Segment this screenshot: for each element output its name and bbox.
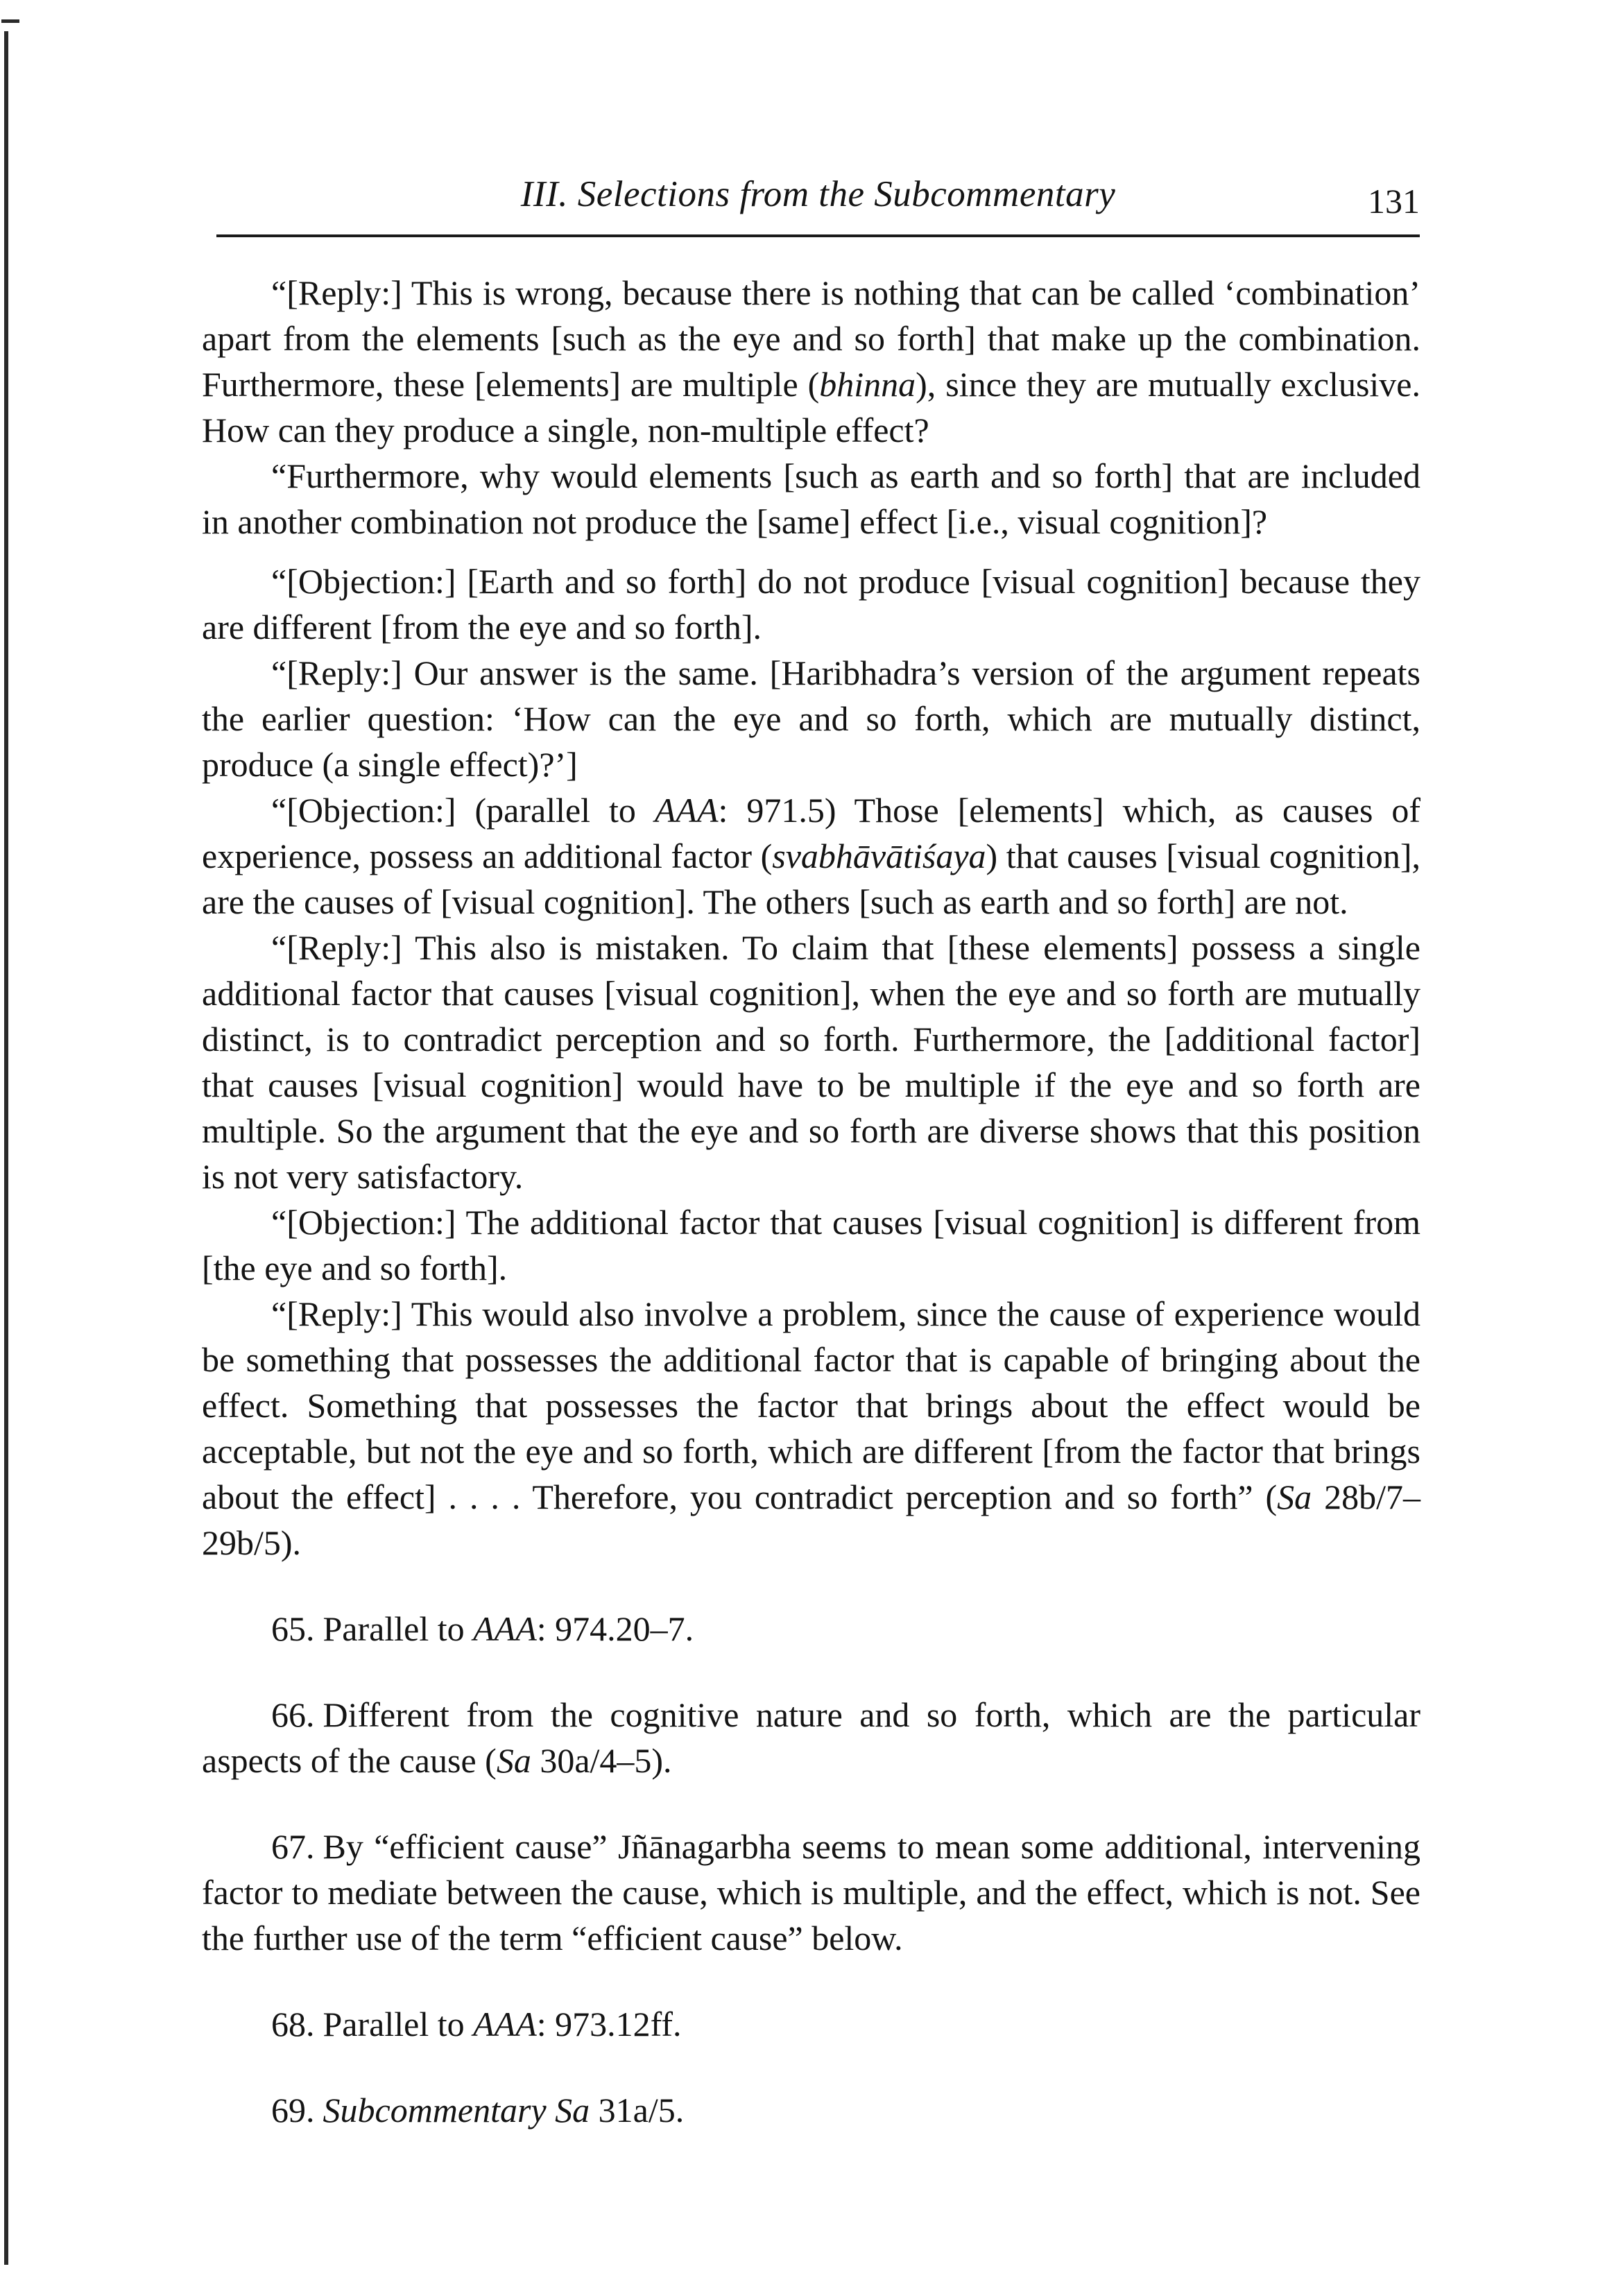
running-title: III. Selections from the Subcommentary xyxy=(520,174,1116,214)
paragraph-text: “[Objection:] The additional factor that causes [visual cognition] is different from [the eye and so forth]. xyxy=(202,1203,1420,1287)
paragraph-text: ) that causes [visual cognition], are the causes of [visual cognition]. The others [such as earth and so forth] are not. xyxy=(202,837,1420,921)
footnote-text: Parallel to xyxy=(323,1609,474,1648)
paragraph-reply-mistaken xyxy=(202,925,1420,1199)
footnote-67 xyxy=(202,1824,1420,1961)
paragraph-text: “[Reply:] This would also involve a problem, since the cause of experience would be something that possesses the additional factor that is capable of bringing about the effect. Something that possesses the factor that brings about the effect would be acceptable, but not the eye and so forth, which are different [from the factor that brings about the effect] . . . . Therefore, you contradict perception and so forth” ( xyxy=(202,1294,1420,1516)
footnote-text: Different from the cognitive nature and so forth, which are the particular aspects of the cause ( xyxy=(202,1695,1420,1780)
paragraph-furthermore xyxy=(202,453,1420,545)
footnote-text: By “efficient cause” Jñānagarbha seems to mean some additional, intervening factor to mediate between the cause, which is multiple, and the effect, which is not. See the further use of the term “efficient cause” below. xyxy=(202,1827,1420,1957)
footnote-italic: AAA xyxy=(473,1609,537,1648)
footnote-number: 67. xyxy=(271,1827,315,1866)
footnote-text: 30a/4–5). xyxy=(531,1741,672,1780)
footnote-69 xyxy=(202,2087,1420,2133)
footnote-number: 69. xyxy=(271,2091,315,2130)
footnote-italic: Subcommentary Sa xyxy=(323,2091,590,2130)
paragraph-text: 28b/7–29b/5). xyxy=(202,1477,1420,1562)
paragraph-text: “Furthermore, why would elements [such as earth and so forth] that are included in another combination not produce the [same] effect [i.e., visual cognition]? xyxy=(202,456,1420,541)
page-number: 131 xyxy=(1368,182,1420,221)
paragraph-italic: Sa xyxy=(1277,1477,1312,1516)
paragraph-objection-parallel xyxy=(202,787,1420,925)
header-rule xyxy=(216,234,1420,237)
footnote-65 xyxy=(202,1606,1420,1652)
footnote-number: 66. xyxy=(271,1695,315,1734)
paragraph-italic: bhinna xyxy=(819,365,916,404)
footnote-text: : 973.12ff. xyxy=(536,2005,682,2044)
paragraph-reply-problem xyxy=(202,1291,1420,1566)
paragraph-objection-earth xyxy=(202,558,1420,650)
footnote-68 xyxy=(202,2001,1420,2047)
page-binding-edge xyxy=(4,31,8,2265)
footnote-text: : 974.20–7. xyxy=(536,1609,694,1648)
footnote-text: Parallel to xyxy=(323,2005,474,2044)
page-binding-tick xyxy=(1,19,19,23)
footnote-number: 65. xyxy=(271,1609,315,1648)
footnote-66 xyxy=(202,1692,1420,1783)
paragraph-text: “[Reply:] This is wrong, because there is nothing that can be called ‘combination’ apart from the elements [such as the eye and so forth] that make up the combination. Furthermore, these [elements] are multiple ( xyxy=(202,273,1420,404)
footnote-italic: Sa xyxy=(496,1741,531,1780)
paragraph-italic: svabhāvātiśaya xyxy=(772,837,986,875)
paragraph-text: “[Objection:] (parallel to xyxy=(271,791,655,830)
footnote-italic: AAA xyxy=(473,2005,537,2044)
paragraph-text: “[Objection:] [Earth and so forth] do not produce [visual cognition] because they are different [from the eye and so forth]. xyxy=(202,562,1420,646)
page-body xyxy=(202,270,1420,2133)
footnote-number: 68. xyxy=(271,2005,315,2044)
paragraph-text: “[Reply:] This also is mistaken. To claim that [these elements] possess a single additional factor that causes [visual cognition], when the eye and so forth are mutually distinct, is to contradict perception and so forth. Furthermore, the [additional factor] that causes [visual cognition] would have to be multiple if the eye and so forth are multiple. So the argument that the eye and so forth are diverse shows that this position is not very satisfactory. xyxy=(202,928,1420,1196)
footnote-text: 31a/5. xyxy=(590,2091,685,2130)
paragraph-text: : 971.5) Those [elements] which, as causes of experience, possess an additional factor ( xyxy=(202,791,1420,875)
paragraph-reply-combination xyxy=(202,270,1420,453)
paragraph-text: ), since they are mutually exclusive. How can they produce a single, non-multiple effect? xyxy=(202,365,1420,449)
paragraph-text: “[Reply:] Our answer is the same. [Haribhadra’s version of the argument repeats the earlier question: ‘How can the eye and so forth, which are mutually distinct, produce (a single effect)?’] xyxy=(202,653,1420,784)
paragraph-reply-same xyxy=(202,650,1420,787)
paragraph-objection-additional xyxy=(202,1199,1420,1291)
paragraph-italic: AAA xyxy=(654,791,719,830)
